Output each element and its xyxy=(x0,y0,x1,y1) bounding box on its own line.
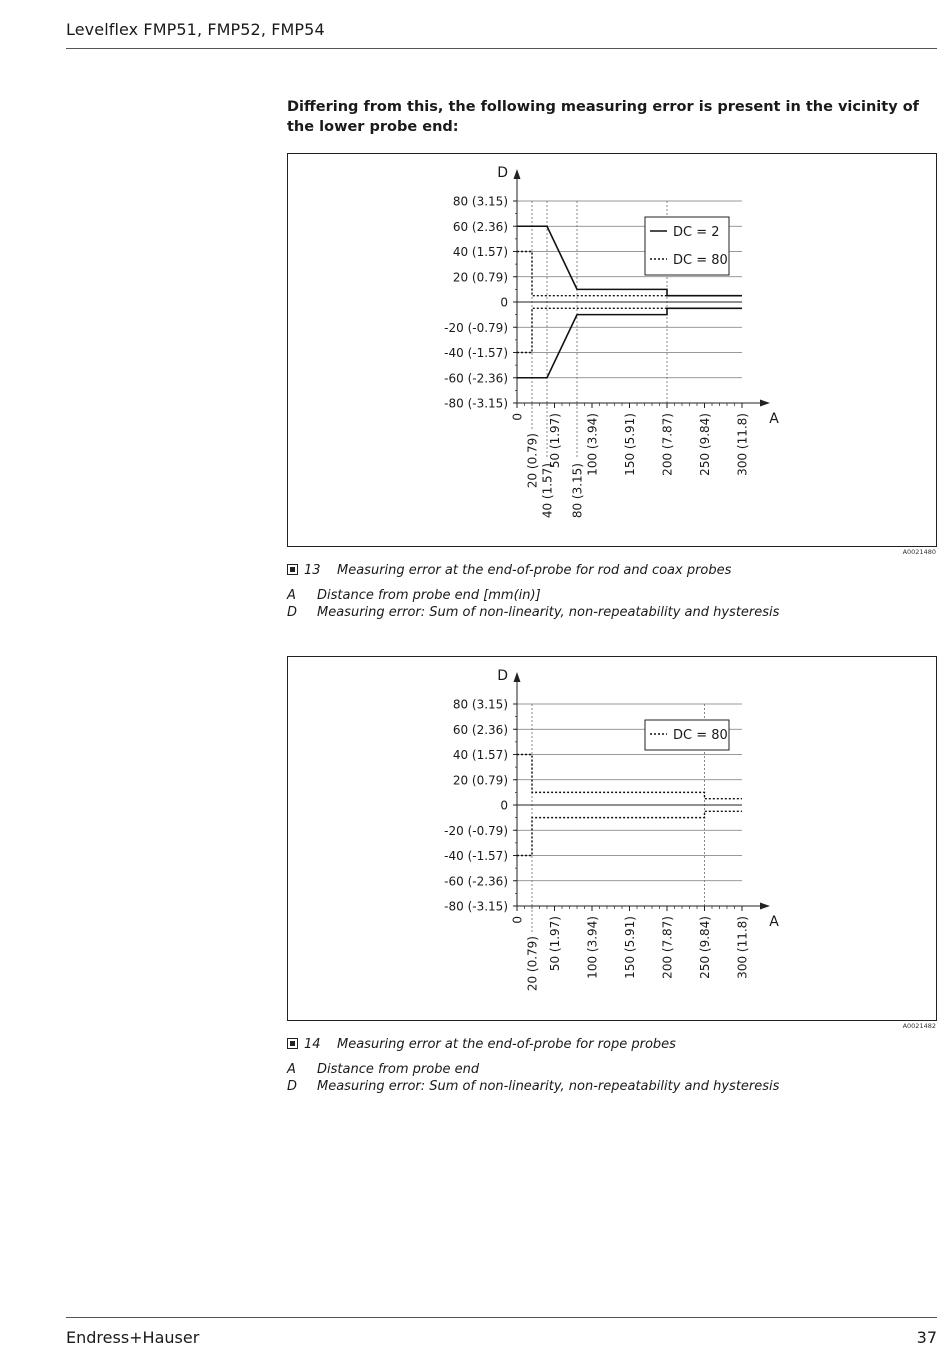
y-tick-label: 0 xyxy=(500,798,508,813)
y-tick-label: -80 (-3.15) xyxy=(444,899,508,914)
y-tick-label: -60 (-2.36) xyxy=(444,371,508,386)
legend-text: Distance from probe end xyxy=(317,1062,480,1077)
page-number: 37 xyxy=(916,1328,937,1347)
figure-14-caption xyxy=(287,1037,676,1052)
y-tick-label: -40 (-1.57) xyxy=(444,346,508,360)
y-axis-arrow xyxy=(514,672,521,682)
x-tick-label: 200 (7.87) xyxy=(660,413,675,476)
x-tick-label: 300 (11.8) xyxy=(735,413,750,476)
y-axis-label: D xyxy=(497,165,508,181)
x-tick-label: 0 xyxy=(510,413,525,421)
intro-paragraph: Differing from this, the following measuring error is present in the vicinity of the lower probe end: xyxy=(287,99,919,135)
x-tick-label: 0 xyxy=(510,916,525,924)
figure-14-chart xyxy=(288,657,936,1020)
x-extra-tick-label: 20 (0.79) xyxy=(525,433,540,489)
y-axis-arrow xyxy=(514,169,521,179)
legend-label: DC = 80 xyxy=(673,253,728,268)
legend-key: A xyxy=(287,1062,296,1077)
figure-14-caption-text: Measuring error at the end-of-probe for rope probes xyxy=(337,1037,676,1052)
footer-brand: Endress+Hauser xyxy=(66,1328,200,1347)
y-tick-label: -20 (-0.79) xyxy=(444,823,508,838)
y-tick-label: 40 (1.57) xyxy=(452,245,508,259)
figure-13-chart xyxy=(288,154,936,546)
figure-14-chart-frame xyxy=(287,656,937,1021)
x-tick-label: 150 (5.91) xyxy=(623,916,637,979)
y-tick-label: 0 xyxy=(500,295,508,310)
figure-13-legend-a xyxy=(287,588,541,603)
y-tick-label: -80 (-3.15) xyxy=(444,396,508,411)
figure-icon xyxy=(287,564,298,575)
y-tick-label: 40 (1.57) xyxy=(452,748,508,762)
figure-14-legend-d xyxy=(287,1079,779,1094)
figure-13-code: A0021480 xyxy=(902,548,936,556)
y-tick-label: -20 (-0.79) xyxy=(444,320,508,335)
legend-label: DC = 2 xyxy=(673,225,720,240)
x-axis-label: A xyxy=(769,914,779,930)
x-tick-label: 50 (1.97) xyxy=(548,916,562,972)
y-tick-label: 60 (2.36) xyxy=(452,722,508,737)
figure-13-legend-d xyxy=(287,605,779,620)
figure-13-caption xyxy=(287,563,731,578)
figure-14-code: A0021482 xyxy=(902,1022,936,1030)
figure-13-number: 13 xyxy=(304,563,321,578)
figure-13-chart-frame xyxy=(287,153,937,547)
legend-text: Distance from probe end [mm(in)] xyxy=(317,588,541,603)
y-axis-label: D xyxy=(497,668,508,684)
x-axis-arrow xyxy=(760,400,770,407)
x-axis-label: A xyxy=(769,411,779,427)
y-tick-label: -60 (-2.36) xyxy=(444,874,508,889)
y-tick-label: 60 (2.36) xyxy=(452,219,508,234)
x-tick-label: 50 (1.97) xyxy=(548,413,562,469)
legend-text: Measuring error: Sum of non-linearity, non-repeatability and hysteresis xyxy=(317,605,780,620)
figure-14-number: 14 xyxy=(304,1037,321,1052)
x-tick-label: 100 (3.94) xyxy=(585,916,600,979)
series-line-dc80-lower xyxy=(517,811,742,855)
legend-key: D xyxy=(287,605,298,620)
figure-icon xyxy=(287,1038,298,1049)
x-tick-label: 200 (7.87) xyxy=(660,916,675,979)
legend-key: A xyxy=(287,588,296,603)
y-tick-label: -40 (-1.57) xyxy=(444,849,508,863)
figure-13-caption-text: Measuring error at the end-of-probe for rod and coax probes xyxy=(337,563,732,578)
document-header-title: Levelflex FMP51, FMP52, FMP54 xyxy=(66,20,325,39)
figure-14-legend-a xyxy=(287,1062,479,1077)
x-extra-tick-label: 80 (3.15) xyxy=(570,463,585,519)
legend-key: D xyxy=(287,1079,298,1094)
footer-divider xyxy=(66,1317,937,1318)
x-tick-label: 250 (9.84) xyxy=(698,916,712,979)
y-tick-label: 20 (0.79) xyxy=(452,773,508,788)
series-line-dc80-upper xyxy=(517,755,742,799)
series-line-dc2-lower xyxy=(517,308,742,377)
x-extra-tick-label: 20 (0.79) xyxy=(525,936,540,992)
x-tick-label: 300 (11.8) xyxy=(735,916,750,979)
x-tick-label: 250 (9.84) xyxy=(698,413,712,476)
x-axis-arrow xyxy=(760,903,770,910)
y-tick-label: 80 (3.15) xyxy=(452,194,508,209)
header-divider xyxy=(66,48,937,49)
x-extra-tick-label: 40 (1.57) xyxy=(540,463,555,519)
y-tick-label: 20 (0.79) xyxy=(452,270,508,285)
x-tick-label: 150 (5.91) xyxy=(623,413,637,476)
legend-text: Measuring error: Sum of non-linearity, non-repeatability and hysteresis xyxy=(317,1079,780,1094)
y-tick-label: 80 (3.15) xyxy=(452,697,508,712)
x-tick-label: 100 (3.94) xyxy=(585,413,600,476)
legend-label: DC = 80 xyxy=(673,728,728,743)
